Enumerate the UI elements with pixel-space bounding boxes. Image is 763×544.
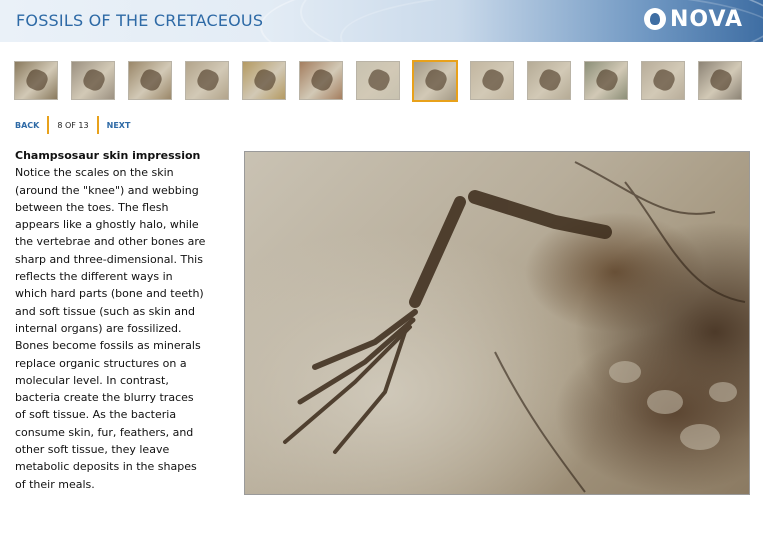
thumbnail-fossil-mark bbox=[651, 67, 678, 94]
pbs-logo-icon bbox=[644, 8, 666, 30]
thumbnail[interactable] bbox=[128, 61, 172, 100]
thumbnail[interactable] bbox=[356, 61, 400, 100]
thumbnail-fossil-mark bbox=[366, 67, 393, 94]
thumbnail[interactable] bbox=[584, 61, 628, 100]
thumbnail-fossil-mark bbox=[81, 67, 108, 94]
thumbnail[interactable] bbox=[470, 61, 514, 100]
thumbnail[interactable] bbox=[641, 61, 685, 100]
fossil-illustration bbox=[245, 152, 750, 495]
thumbnail-image bbox=[471, 62, 513, 99]
thumbnail-fossil-mark bbox=[309, 67, 336, 94]
thumbnail[interactable] bbox=[527, 61, 571, 100]
thumbnail-fossil-mark bbox=[24, 67, 51, 94]
page-title: FOSSILS OF THE CRETACEOUS bbox=[16, 11, 264, 30]
thumbnail-image bbox=[357, 62, 399, 99]
thumbnail-image bbox=[72, 62, 114, 99]
caption-body: Notice the scales on the skin (around the "knee") and webbing between the toes. The flesh appears like a ghostly halo, while the vertebrae and other bones are sharp and three-dimensional. This reflects the different ways in which hard parts (bone and teeth) and soft tissue (such as skin and internal organs) are fossilized. Bones become fossils as minerals replace organic structures on a molecular level. In contrast, bacteria create the blurry traces of soft tissue. As the bacteria consume skin, fur, feathers, and other soft tissue, they leave metabolic deposits in the shapes of their meals. bbox=[15, 166, 206, 491]
fossil-photo bbox=[244, 151, 750, 495]
thumbnail-fossil-mark bbox=[708, 67, 735, 94]
thumbnail[interactable] bbox=[242, 61, 286, 100]
nova-logo[interactable] bbox=[644, 6, 743, 32]
thumbnail-fossil-mark bbox=[252, 67, 279, 94]
thumbnail-active[interactable] bbox=[412, 60, 458, 102]
thumbnail-fossil-mark bbox=[138, 67, 165, 94]
thumbnail-image bbox=[414, 62, 456, 100]
nova-logo-text: NOVA bbox=[670, 6, 744, 32]
thumbnail-fossil-mark bbox=[195, 67, 222, 94]
thumbnail[interactable] bbox=[299, 61, 343, 100]
thumbnail-image bbox=[243, 62, 285, 99]
thumbnail[interactable] bbox=[71, 61, 115, 100]
thumbnail-image bbox=[15, 62, 57, 99]
slide-counter: 8 OF 13 bbox=[57, 120, 89, 130]
thumbnail-image bbox=[186, 62, 228, 99]
thumbnail-image bbox=[129, 62, 171, 99]
back-button[interactable]: BACK bbox=[15, 120, 40, 130]
thumbnail-image bbox=[585, 62, 627, 99]
header-banner bbox=[0, 0, 763, 42]
thumbnail[interactable] bbox=[14, 61, 58, 100]
thumbnail-image bbox=[699, 62, 741, 99]
thumbnail[interactable] bbox=[698, 61, 742, 100]
thumbnail-fossil-mark bbox=[423, 67, 450, 94]
caption-title: Champsosaur skin impression bbox=[15, 149, 201, 162]
slide-navigation bbox=[15, 116, 130, 134]
thumbnail[interactable] bbox=[185, 61, 229, 100]
nav-divider bbox=[97, 116, 99, 134]
caption-panel bbox=[15, 147, 207, 493]
thumbnail-image bbox=[642, 62, 684, 99]
next-button[interactable]: NEXT bbox=[106, 120, 131, 130]
thumbnail-strip bbox=[14, 61, 754, 103]
thumbnail-fossil-mark bbox=[537, 67, 564, 94]
thumbnail-fossil-mark bbox=[594, 67, 621, 94]
nav-divider bbox=[47, 116, 49, 134]
thumbnail-image bbox=[528, 62, 570, 99]
thumbnail-fossil-mark bbox=[480, 67, 507, 94]
thumbnail-image bbox=[300, 62, 342, 99]
